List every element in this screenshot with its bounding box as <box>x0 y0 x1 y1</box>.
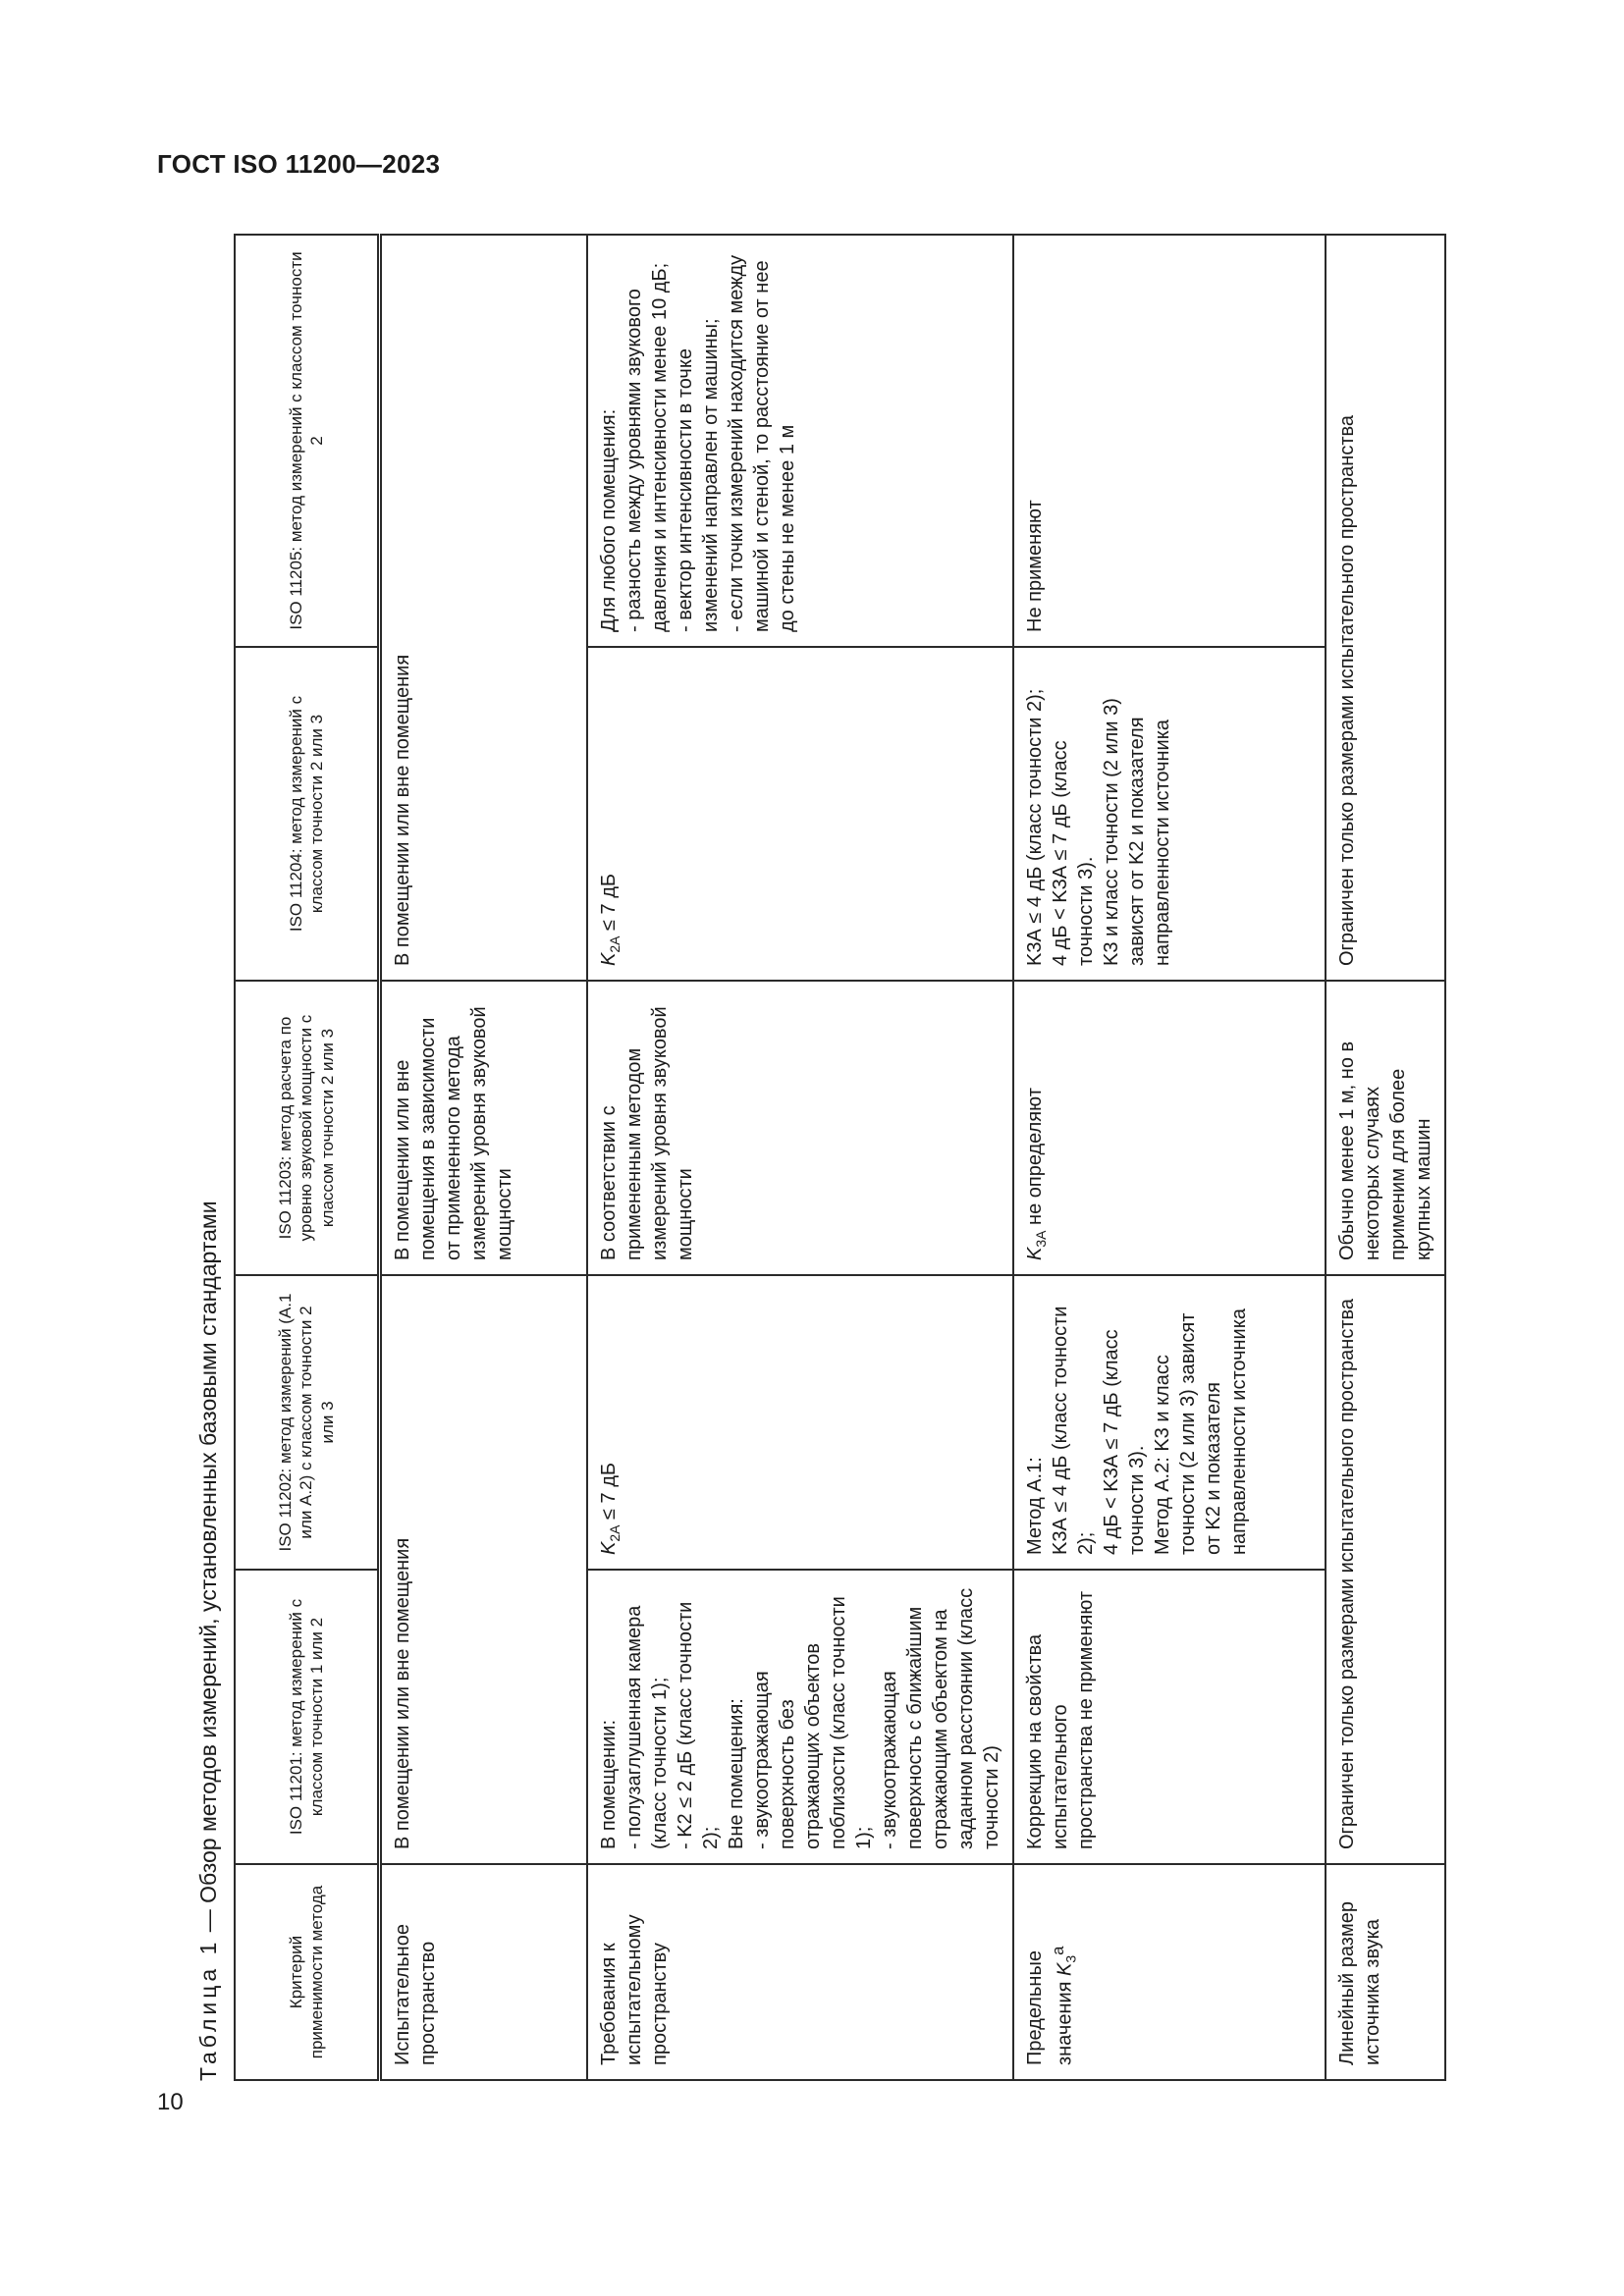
k-symbol: K <box>598 1541 620 1555</box>
criterion-k3-text: Предельные значения <box>1024 1950 1076 2065</box>
k-symbol: K <box>1054 1962 1076 1976</box>
requirements-iso11204 <box>587 647 1013 981</box>
criterion-k3-limits <box>1013 1864 1326 2080</box>
col-header-iso11204: ISO 11204: метод измерений с классом точности 2 или 3 <box>235 647 380 981</box>
dimension-iso11204-11205: Ограничен только размерами испытательного пространства <box>1326 235 1445 981</box>
k-condition: ≤ 7 дБ <box>598 1462 620 1525</box>
test-space-iso11203: В помещении или вне помещения в зависимости от примененного метода измерений уровня звуковой мощности <box>380 981 588 1275</box>
table-caption-lead: Таблица 1 <box>195 1938 221 2081</box>
table-caption <box>187 236 230 2081</box>
k3-iso11203 <box>1013 981 1326 1275</box>
k-condition: ≤ 7 дБ <box>598 873 620 936</box>
table-row-test-space <box>380 235 588 2080</box>
k3-condition: не определяют <box>1024 1088 1046 1231</box>
k3-iso11201: Коррекцию на свойства испытательного пространства не применяют <box>1013 1570 1326 1864</box>
criterion-test-space: Испытательное пространство <box>380 1864 588 2080</box>
k-subscript: 2А <box>607 1524 623 1542</box>
methods-overview-table <box>234 234 1446 2081</box>
col-header-criterion: Критерий применимости метода <box>235 1864 380 2080</box>
criterion-requirements: Требования к испытательному пространству <box>587 1864 1013 2080</box>
dimension-iso11203: Обычно менее 1 м, но в некоторых случаях применим для более крупных машин <box>1326 981 1445 1275</box>
criterion-source-dimension: Линейный размер источника звука <box>1326 1864 1445 2080</box>
k-symbol: K <box>598 952 620 966</box>
requirements-iso11205: Для любого помещения: - разность между уровнями звукового давления и интенсивности менее 10 дБ; - вектор интенсивности в точке изменений направлен от машины; - если точки измерений находится между машиной и стеной, то расстояние от нее до стены не менее 1 м <box>587 235 1013 647</box>
requirements-iso11202 <box>587 1275 1013 1570</box>
col-header-iso11203: ISO 11203: метод расчета по уровню звуковой мощности с классом точности 2 или 3 <box>235 981 380 1275</box>
k3-iso11202: Метод А.1: K3А ≤ 4 дБ (класс точности 2); 4 дБ < K3А ≤ 7 дБ (класс точности 3). Метод А.2: K3 и класс точности (2 или 3) зависят от K2 и показателя направленности источника <box>1013 1275 1326 1570</box>
k3-iso11205: Не применяют <box>1013 235 1326 647</box>
k-subscript: 2А <box>607 935 623 953</box>
col-header-iso11201: ISO 11201: метод измерений с классом точности 1 или 2 <box>235 1570 380 1864</box>
table-header-row <box>235 235 380 2080</box>
table-row-k3-limits <box>1013 235 1326 2080</box>
col-header-iso11202: ISO 11202: метод измерений (А.1 или А.2) с классом точности 2 или 3 <box>235 1275 380 1570</box>
rotated-table-area <box>187 236 1483 2081</box>
col-header-iso11205: ISO 11205: метод измерений с классом точности 2 <box>235 235 380 647</box>
k3-iso11204: K3А ≤ 4 дБ (класс точности 2); 4 дБ < K3А ≤ 7 дБ (класс точности 3). K3 и класс точности (2 или 3) зависят от K2 и показателя направленности источника <box>1013 647 1326 981</box>
test-space-iso11201-11202: В помещении или вне помещения <box>380 1275 588 1864</box>
requirements-iso11203: В соответствии с примененным методом измерений уровня звуковой мощности <box>587 981 1013 1275</box>
test-space-iso11204-11205: В помещении или вне помещения <box>380 235 588 981</box>
dimension-iso11201-11202: Ограничен только размерами испытательного пространства <box>1326 1275 1445 1864</box>
table-caption-title: — Обзор методов измерений, установленных базовыми стандартами <box>195 1201 221 1939</box>
document-header: ГОСТ ISO 11200—2023 <box>157 149 441 179</box>
table-row-requirements <box>587 235 1013 2080</box>
page-number: 10 <box>157 2089 184 2115</box>
k-subscript: 3А <box>1033 1230 1049 1248</box>
footnote-mark: a <box>1049 1946 1067 1955</box>
requirements-iso11201: В помещении: - полузаглушенная камера (класс точности 1); - K2 ≤ 2 дБ (класс точности 2); Вне помещения: - звукоотражающая поверхность без отражающих объектов поблизости (класс точности 1); - звукоотражающая поверхность с ближайшим отражающим объектом на заданном расстоянии (класс точности 2) <box>587 1570 1013 1864</box>
table-row-source-dimension <box>1326 235 1445 2080</box>
k-subscript: 3 <box>1062 1954 1079 1963</box>
k-symbol: K <box>1024 1247 1046 1260</box>
